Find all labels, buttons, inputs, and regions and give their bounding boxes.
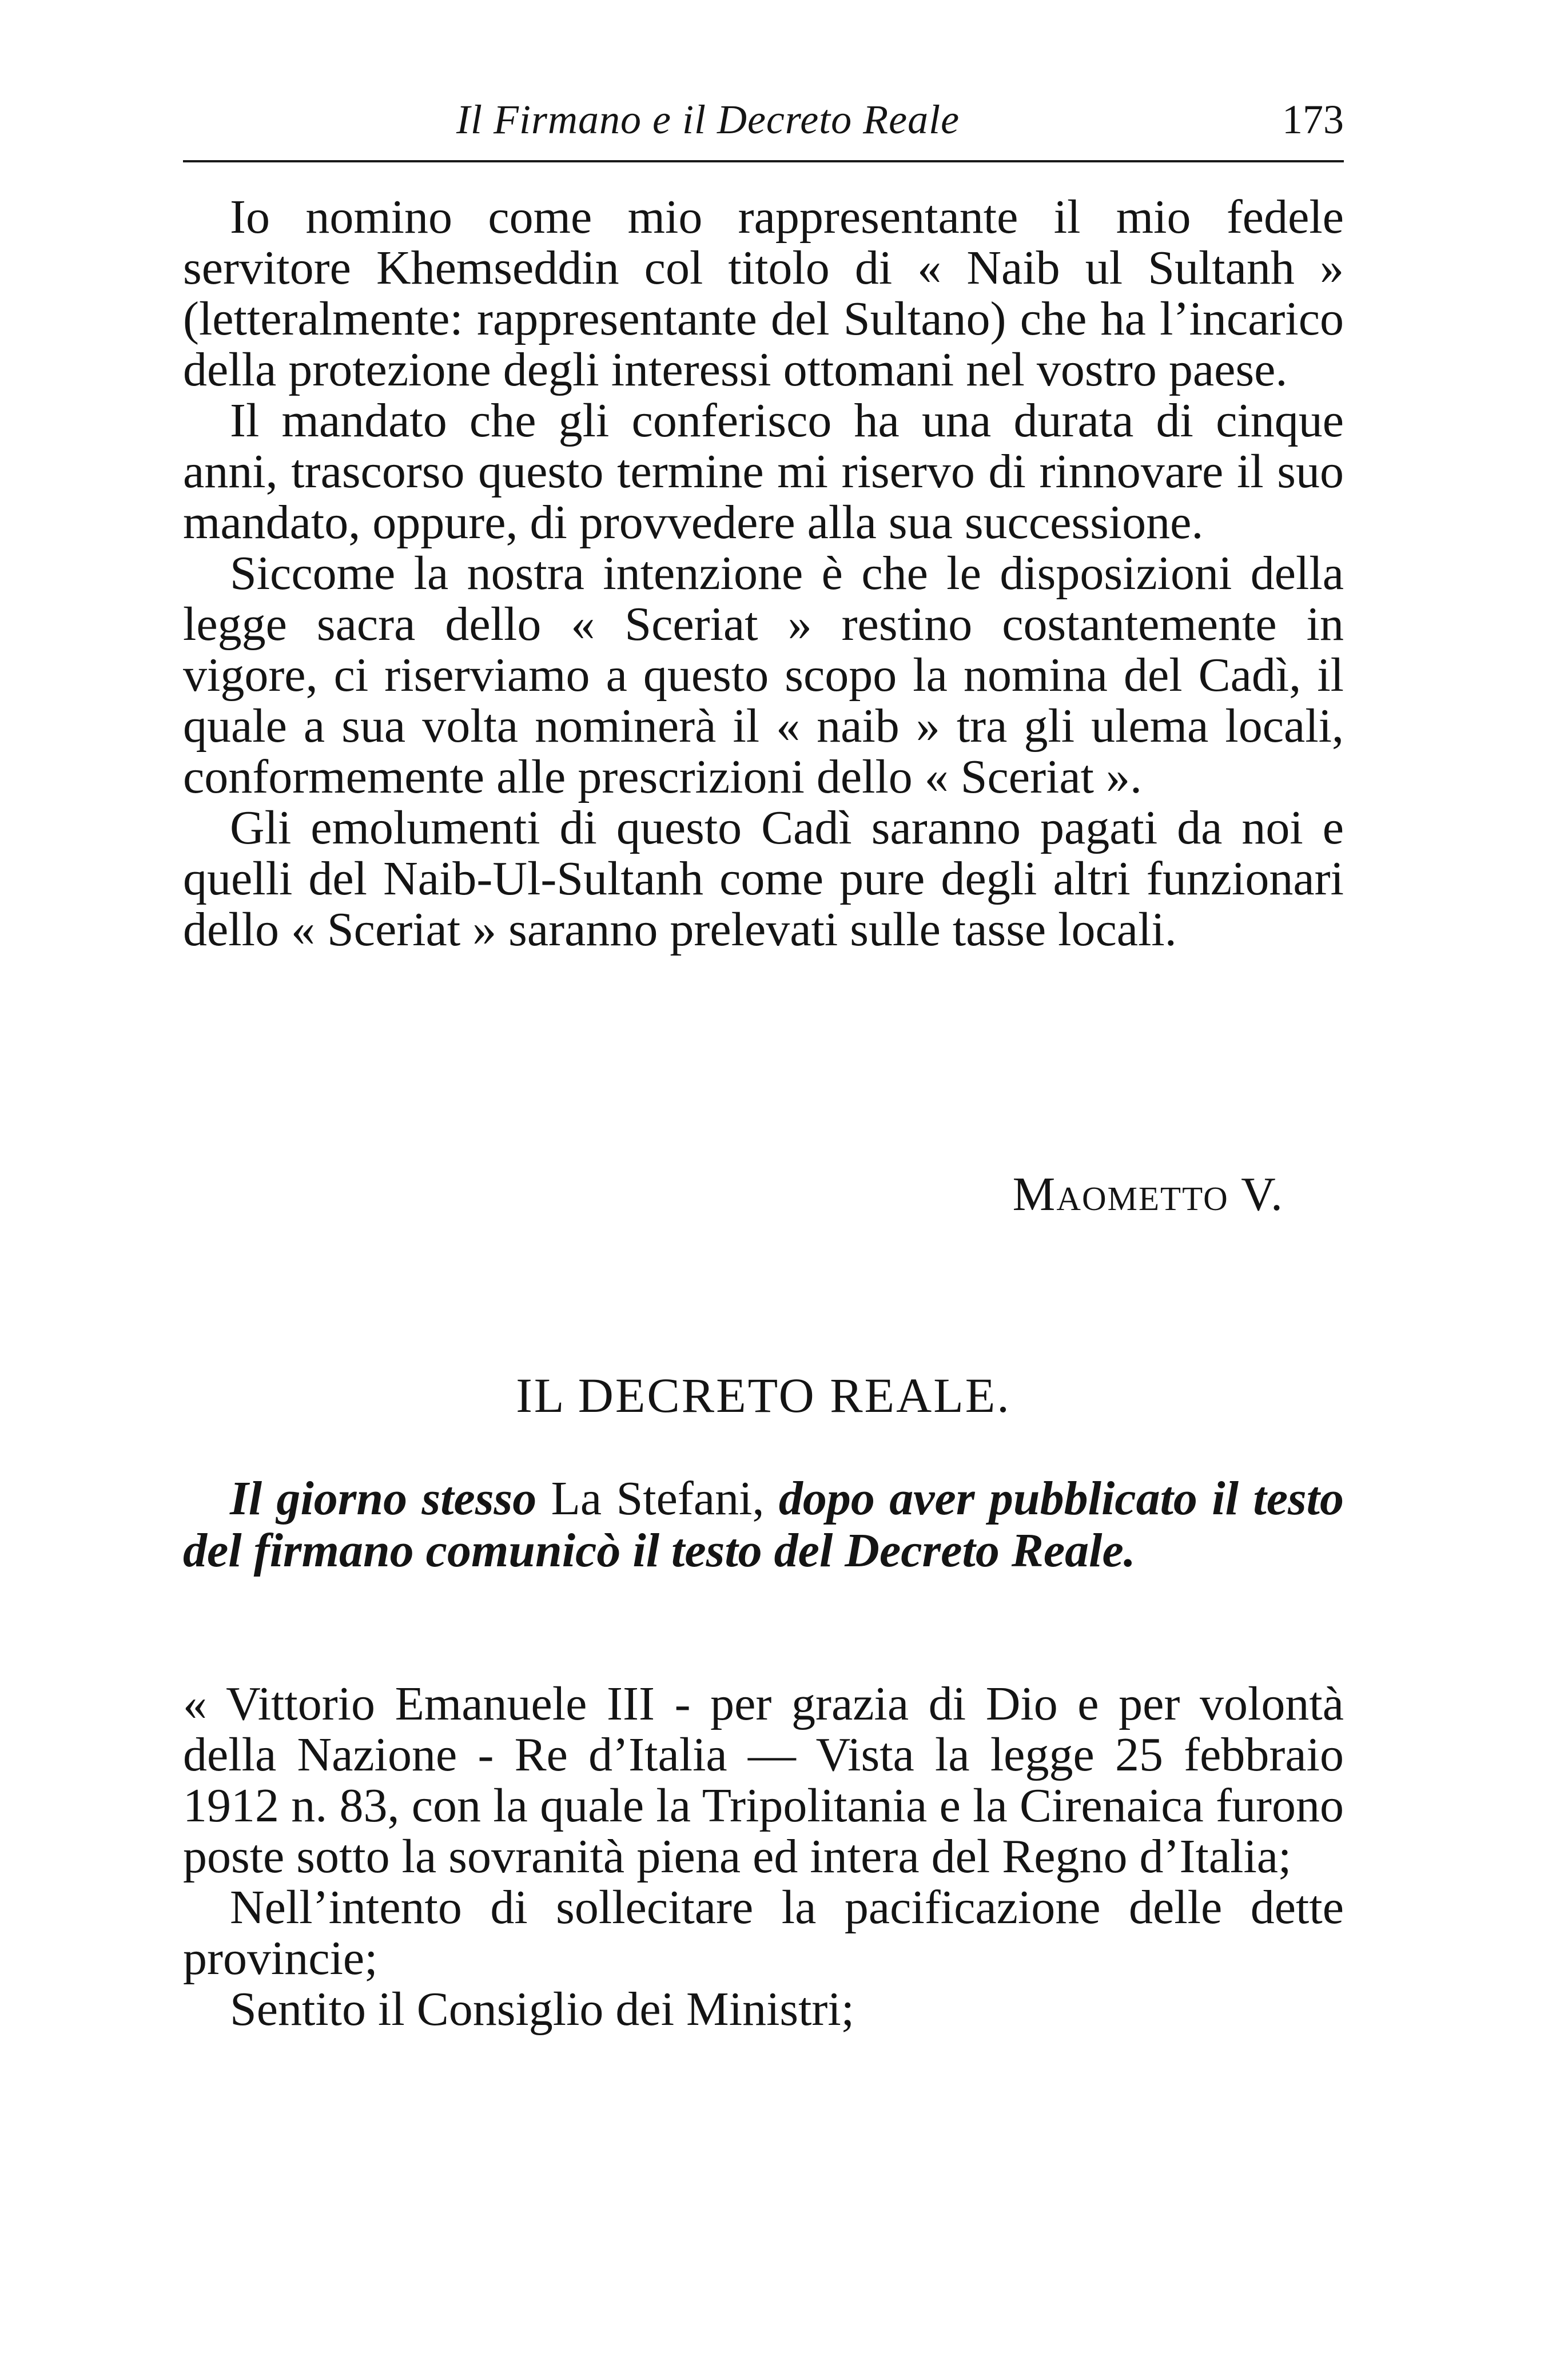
intro-paragraph <box>183 1472 1344 1577</box>
decree-text <box>183 1678 1344 2035</box>
paragraph: « Vittorio Emanuele III - per grazia di Dio e per volontà della Nazione - Re d’Italia — Vista la legge 25 febbraio 1912 n. 83, con la quale la Tripolitania e la Cirenaica furono poste sotto la sovranità piena ed intera del Regno d’Italia; <box>183 1677 1344 1883</box>
page-number: 173 <box>1282 97 1344 142</box>
paragraph: Io nomino come mio rappresentante il mio fedele servitore Khemseddin col titolo di « Naib ul Sultanh » (letteralmente: rappresentante del Sultano) che ha l’incarico della protezione degli interessi ottomani nel vostro paese. <box>183 190 1344 396</box>
signature: Maometto V. <box>1012 1168 1284 1221</box>
paragraph: Siccome la nostra intenzione è che le disposizioni della legge sacra dello « Sceriat » restino costantemente in vigore, ci riserviamo a questo scopo la nomina del Cadì, il quale a sua volta nominerà il « naib » tra gli ulema locali, conformemente alle prescrizioni dello « Sceriat ». <box>183 547 1344 803</box>
running-head <box>183 86 1344 162</box>
section-heading: IL DECRETO REALE. <box>516 1368 1011 1423</box>
intro-roman: La Stefani, <box>536 1472 779 1525</box>
paragraph: Il mandato che gli conferisco ha una durata di cinque anni, trascorso questo termine mi riservo di rinnovare il suo mandato, oppure, di provvedere alla sua successione. <box>183 394 1344 549</box>
paragraph: Sentito il Consiglio dei Ministri; <box>230 1983 855 2036</box>
running-title: Il Firmano e il Decreto Reale <box>456 97 960 142</box>
firman-text <box>183 192 1344 955</box>
paragraph: Nell’intento di sollecitare la pacificazione delle dette provincie; <box>183 1881 1344 1985</box>
intro-italic-end: dopo aver pubblicato il testo del firmano comunicò il testo del Decreto Reale. <box>183 1472 1344 1577</box>
paragraph: Gli emolumenti di questo Cadì saranno pagati da noi e quelli del Naib-Ul-Sultanh come pure degli altri funzionari dello « Sceriat » saranno prelevati sulle tasse locali. <box>183 801 1344 956</box>
intro-italic-start: Il giorno stesso <box>230 1472 537 1525</box>
